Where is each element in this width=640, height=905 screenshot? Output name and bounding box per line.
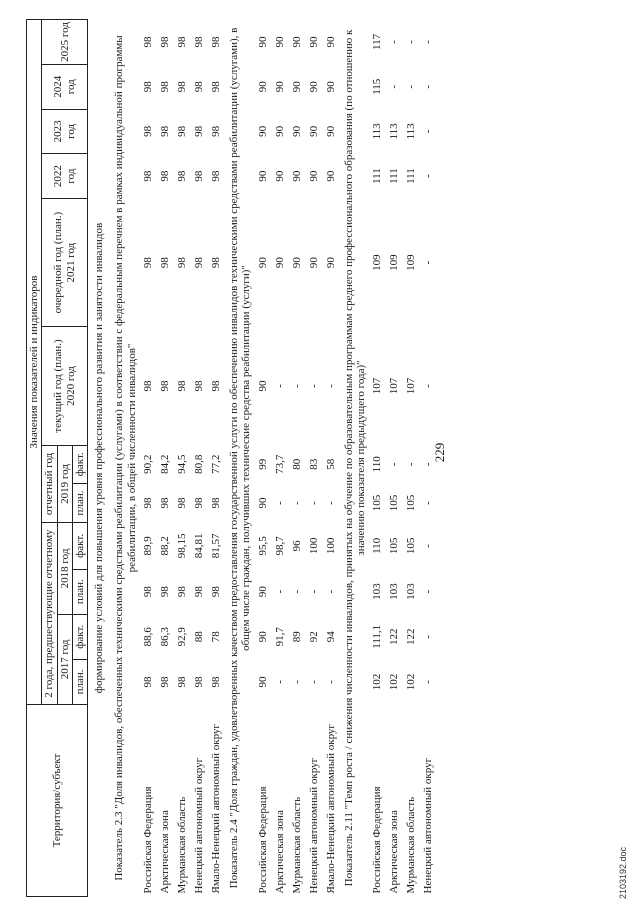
row-value: 98 bbox=[159, 586, 172, 598]
row-value: 90 bbox=[307, 125, 320, 137]
table-row bbox=[157, 20, 174, 897]
row-territory: Ненецкий автономный округ bbox=[193, 757, 206, 894]
row-value: - bbox=[324, 680, 337, 684]
row-value: 90 bbox=[256, 170, 269, 182]
header-2024: 2024 год bbox=[42, 64, 88, 109]
row-value: 103 bbox=[405, 583, 418, 600]
row-value: - bbox=[422, 589, 435, 594]
row-value: 90 bbox=[273, 81, 286, 93]
header-2022: 2022 год bbox=[42, 154, 88, 199]
row-value: 98 bbox=[142, 81, 155, 93]
row-value: - bbox=[290, 384, 303, 388]
row-value: 99 bbox=[256, 458, 269, 470]
table-row bbox=[191, 20, 208, 897]
row-value: 83 bbox=[307, 458, 320, 470]
row-value: 98 bbox=[159, 497, 172, 509]
row-value: 117 bbox=[371, 33, 384, 50]
row-value: 107 bbox=[405, 377, 418, 395]
row-value: - bbox=[422, 634, 435, 639]
row-value: 98 bbox=[210, 257, 223, 269]
row-value: 109 bbox=[388, 254, 401, 271]
row-value: 94 bbox=[324, 631, 337, 643]
row-value: 88,2 bbox=[159, 536, 172, 556]
row-value: - bbox=[290, 501, 303, 505]
table-row bbox=[369, 20, 386, 897]
row-value: 111 bbox=[405, 168, 418, 184]
table-row bbox=[306, 20, 323, 897]
row-territory: Ненецкий автономный округ bbox=[307, 757, 320, 894]
row-value: 98 bbox=[210, 676, 223, 688]
row-value: 98 bbox=[193, 170, 206, 182]
row-value: 90 bbox=[273, 257, 286, 269]
row-value: 58 bbox=[324, 458, 337, 470]
row-value: 89,9 bbox=[142, 536, 155, 556]
row-value: 98 bbox=[193, 380, 206, 392]
row-value: - bbox=[422, 260, 435, 265]
table-row bbox=[289, 20, 306, 897]
row-value: 98 bbox=[193, 36, 206, 48]
row-value: - bbox=[422, 501, 435, 505]
table-row bbox=[272, 20, 289, 897]
row-value: 98 bbox=[176, 36, 189, 48]
row-value: 90 bbox=[324, 125, 337, 137]
preface-text: формирование условий для повышения уровня профессионального развития и занятости инвалидов bbox=[93, 222, 106, 694]
row-value: 98 bbox=[159, 257, 172, 269]
row-value: 90 bbox=[256, 257, 269, 269]
row-value: 98 bbox=[142, 380, 155, 392]
row-value: - bbox=[324, 589, 337, 594]
row-value: 102 bbox=[388, 673, 401, 691]
row-value: 90 bbox=[307, 170, 320, 182]
row-value: 98 bbox=[193, 81, 206, 93]
row-value: 90 bbox=[307, 36, 320, 48]
row-value: - bbox=[388, 84, 401, 89]
row-value: 98 bbox=[176, 125, 189, 137]
header-plan: план. bbox=[72, 659, 87, 704]
row-value: 105 bbox=[388, 494, 401, 512]
row-value: 107 bbox=[388, 377, 401, 395]
header-2025: 2025 год bbox=[42, 20, 88, 65]
row-value: 90 bbox=[324, 36, 337, 48]
row-value: 98 bbox=[142, 497, 155, 509]
row-value: 122 bbox=[388, 628, 401, 646]
row-value: 90 bbox=[290, 81, 303, 93]
row-value: - bbox=[307, 501, 320, 505]
row-value: 98 bbox=[193, 125, 206, 137]
row-value: - bbox=[422, 174, 435, 178]
row-value: 122 bbox=[405, 628, 418, 646]
row-territory: Арктическая зона bbox=[388, 810, 401, 894]
header-territory: Территория/субъект bbox=[27, 705, 88, 897]
row-territory: Ямало-Ненецкий автономный округ bbox=[324, 724, 337, 894]
row-value: 113 bbox=[405, 123, 418, 140]
header-fact: факт. bbox=[72, 445, 87, 483]
row-value: 89 bbox=[290, 631, 303, 643]
row-value: 109 bbox=[371, 254, 384, 271]
row-value: 98 bbox=[142, 36, 155, 48]
row-value: - bbox=[273, 589, 286, 594]
row-value: - bbox=[324, 384, 337, 388]
row-value: 94,5 bbox=[176, 454, 189, 474]
row-territory: Арктическая зона bbox=[273, 810, 286, 894]
indicators-table bbox=[26, 19, 437, 897]
row-value: 92,9 bbox=[176, 627, 189, 647]
row-territory: Российская Федерация bbox=[371, 786, 384, 894]
row-territory: Российская Федерация bbox=[142, 786, 155, 894]
row-value: 90 bbox=[324, 257, 337, 269]
row-value: 111 bbox=[371, 168, 384, 184]
row-territory: Ненецкий автономный округ bbox=[422, 757, 435, 894]
row-value: 80 bbox=[290, 458, 303, 470]
header-prev-years: 2 года, предшествующие отчетному bbox=[42, 523, 57, 705]
row-value: 90 bbox=[273, 36, 286, 48]
row-value: 98 bbox=[210, 36, 223, 48]
row-value: 90 bbox=[290, 257, 303, 269]
row-value: 81,57 bbox=[210, 533, 223, 559]
row-value: 90 bbox=[307, 257, 320, 269]
row-value: 90 bbox=[256, 81, 269, 93]
row-value: - bbox=[422, 84, 435, 89]
row-value: 98 bbox=[210, 586, 223, 598]
row-value: 102 bbox=[405, 673, 418, 691]
row-value: 90,2 bbox=[142, 454, 155, 474]
row-value: 90 bbox=[290, 125, 303, 137]
row-value: - bbox=[307, 384, 320, 388]
row-value: 90 bbox=[256, 586, 269, 598]
row-value: 98 bbox=[193, 497, 206, 509]
table-row bbox=[255, 20, 272, 897]
row-value: 105 bbox=[405, 494, 418, 512]
row-value: 98 bbox=[159, 170, 172, 182]
table-row bbox=[208, 20, 225, 897]
row-value: 90 bbox=[324, 170, 337, 182]
section-title: Показатель 2.4 "Доля граждан, удовлетворенных качеством предоставления государственной услуги по обеспечению инвалидов техническими средствами реабилитации (услугами), в общем числе граждан, получивших технические средства реабилитации (услуги)" bbox=[227, 27, 253, 889]
row-territory: Российская Федерация bbox=[256, 786, 269, 894]
row-value: - bbox=[290, 680, 303, 684]
row-value: - bbox=[307, 589, 320, 594]
header-2019: 2019 год bbox=[57, 445, 72, 522]
row-value: 98 bbox=[210, 170, 223, 182]
row-value: 90 bbox=[256, 676, 269, 688]
row-territory: Мурманская область bbox=[290, 796, 303, 894]
row-value: - bbox=[422, 544, 435, 548]
table-row bbox=[386, 20, 403, 897]
row-value: 98,15 bbox=[176, 533, 189, 559]
row-value: 98 bbox=[176, 170, 189, 182]
row-value: 98 bbox=[159, 380, 172, 392]
row-value: 90 bbox=[256, 36, 269, 48]
row-value: 113 bbox=[371, 123, 384, 140]
row-value: 98 bbox=[176, 380, 189, 392]
row-value: - bbox=[422, 462, 435, 467]
row-value: - bbox=[307, 680, 320, 684]
row-value: 96 bbox=[290, 540, 303, 552]
header-fact: факт. bbox=[72, 523, 87, 569]
row-value: 90 bbox=[273, 170, 286, 182]
row-value: 88 bbox=[193, 631, 206, 643]
row-territory: Мурманская область bbox=[176, 796, 189, 894]
row-value: 100 bbox=[324, 537, 337, 555]
header-plan: план. bbox=[72, 483, 87, 522]
row-value: 78 bbox=[210, 631, 223, 643]
row-value: - bbox=[388, 40, 401, 44]
row-value: 111 bbox=[388, 168, 401, 184]
row-value: 98 bbox=[176, 586, 189, 598]
row-value: 98 bbox=[142, 125, 155, 137]
footer-code: 2103192.doc bbox=[618, 846, 628, 899]
row-value: 100 bbox=[307, 537, 320, 555]
row-value: 103 bbox=[388, 583, 401, 600]
row-value: 98 bbox=[176, 81, 189, 93]
row-value: - bbox=[422, 129, 435, 134]
row-value: - bbox=[422, 384, 435, 388]
row-value: 98 bbox=[142, 257, 155, 269]
row-value: 98 bbox=[176, 257, 189, 269]
row-value: 98 bbox=[142, 676, 155, 688]
row-value: 98 bbox=[176, 676, 189, 688]
table-header bbox=[27, 20, 88, 897]
row-value: - bbox=[290, 589, 303, 594]
row-value: 107 bbox=[371, 377, 384, 395]
table-row bbox=[403, 20, 420, 897]
row-value: 105 bbox=[388, 537, 401, 555]
row-value: - bbox=[405, 40, 418, 44]
row-value: 98 bbox=[142, 586, 155, 598]
section-title: Показатель 2.3 "Доля инвалидов, обеспеченных техническими средствами реабилитации (услугами) в соответствии с федеральным перечнем в рамках индивидуальной программы реабилитации, в общей численности инвалидов" bbox=[113, 35, 138, 881]
header-fact: факт. bbox=[72, 614, 87, 659]
row-value: 98 bbox=[210, 125, 223, 137]
header-group-title: Значения показателей и индикаторов bbox=[27, 20, 42, 705]
header-current-year: текущий год (план.) 2020 год bbox=[42, 327, 88, 445]
row-value: 98 bbox=[159, 676, 172, 688]
row-value: 95,5 bbox=[256, 536, 269, 556]
row-value: 88,6 bbox=[142, 627, 155, 647]
row-value: - bbox=[324, 501, 337, 505]
row-value: 77,2 bbox=[210, 454, 223, 474]
row-value: 111,1 bbox=[371, 624, 384, 649]
row-value: - bbox=[422, 40, 435, 44]
row-value: 90 bbox=[256, 631, 269, 643]
table-row bbox=[174, 20, 191, 897]
row-value: 110 bbox=[371, 456, 384, 473]
row-value: 90 bbox=[307, 81, 320, 93]
row-value: - bbox=[405, 462, 418, 467]
row-value: - bbox=[422, 680, 435, 684]
table-body bbox=[88, 20, 437, 897]
row-value: 90 bbox=[290, 170, 303, 182]
header-2023: 2023 год bbox=[42, 109, 88, 154]
row-value: - bbox=[405, 84, 418, 89]
row-value: 102 bbox=[371, 673, 384, 691]
row-value: 90 bbox=[256, 497, 269, 509]
row-value: 98 bbox=[210, 380, 223, 392]
row-value: 98 bbox=[210, 81, 223, 93]
header-report-year: отчетный год bbox=[42, 445, 57, 522]
table-row bbox=[140, 20, 157, 897]
row-value: 98 bbox=[142, 170, 155, 182]
table-row bbox=[420, 20, 437, 897]
row-territory: Ямало-Ненецкий автономный округ bbox=[210, 724, 223, 894]
row-value: - bbox=[273, 501, 286, 505]
row-value: 113 bbox=[388, 123, 401, 140]
row-value: 98,7 bbox=[273, 536, 286, 556]
row-value: 84,81 bbox=[193, 533, 206, 559]
page-number: 229 bbox=[432, 442, 447, 463]
row-value: - bbox=[273, 680, 286, 684]
row-value: 98 bbox=[159, 125, 172, 137]
header-next-year: очередной год (план.) 2021 год bbox=[42, 198, 88, 326]
row-value: 109 bbox=[405, 254, 418, 271]
row-value: 86,3 bbox=[159, 627, 172, 647]
table-row bbox=[323, 20, 340, 897]
row-value: 73,7 bbox=[273, 454, 286, 474]
row-value: 98 bbox=[159, 36, 172, 48]
row-value: 90 bbox=[256, 125, 269, 137]
row-value: 90 bbox=[290, 36, 303, 48]
header-2017: 2017 год bbox=[57, 614, 72, 704]
row-value: 105 bbox=[371, 494, 384, 512]
row-value: 90 bbox=[273, 125, 286, 137]
header-plan: план. bbox=[72, 569, 87, 614]
row-value: 98 bbox=[159, 81, 172, 93]
row-value: 98 bbox=[193, 676, 206, 688]
row-value: 84,2 bbox=[159, 454, 172, 474]
row-territory: Мурманская область bbox=[405, 796, 418, 894]
row-value: 92 bbox=[307, 631, 320, 643]
row-value: 98 bbox=[193, 257, 206, 269]
row-value: 115 bbox=[371, 78, 384, 95]
row-value: 90 bbox=[324, 81, 337, 93]
header-2018: 2018 год bbox=[57, 523, 72, 615]
row-value: 91,7 bbox=[273, 627, 286, 647]
row-value: 80,8 bbox=[193, 454, 206, 474]
row-value: 105 bbox=[405, 537, 418, 555]
row-value: - bbox=[273, 384, 286, 388]
row-value: 110 bbox=[371, 537, 384, 554]
row-value: 98 bbox=[210, 497, 223, 509]
row-value: 103 bbox=[371, 583, 384, 600]
section-title: Показатель 2.11 "Темп роста / снижения численности инвалидов, принятых на обучение по образовательным программам среднего профессионального образования (по отношению к значению показателя предыдущего года)" bbox=[342, 29, 367, 887]
row-value: 98 bbox=[176, 497, 189, 509]
row-value: 90 bbox=[256, 380, 269, 392]
row-territory: Арктическая зона bbox=[159, 810, 172, 894]
row-value: - bbox=[388, 462, 401, 467]
row-value: 98 bbox=[193, 586, 206, 598]
